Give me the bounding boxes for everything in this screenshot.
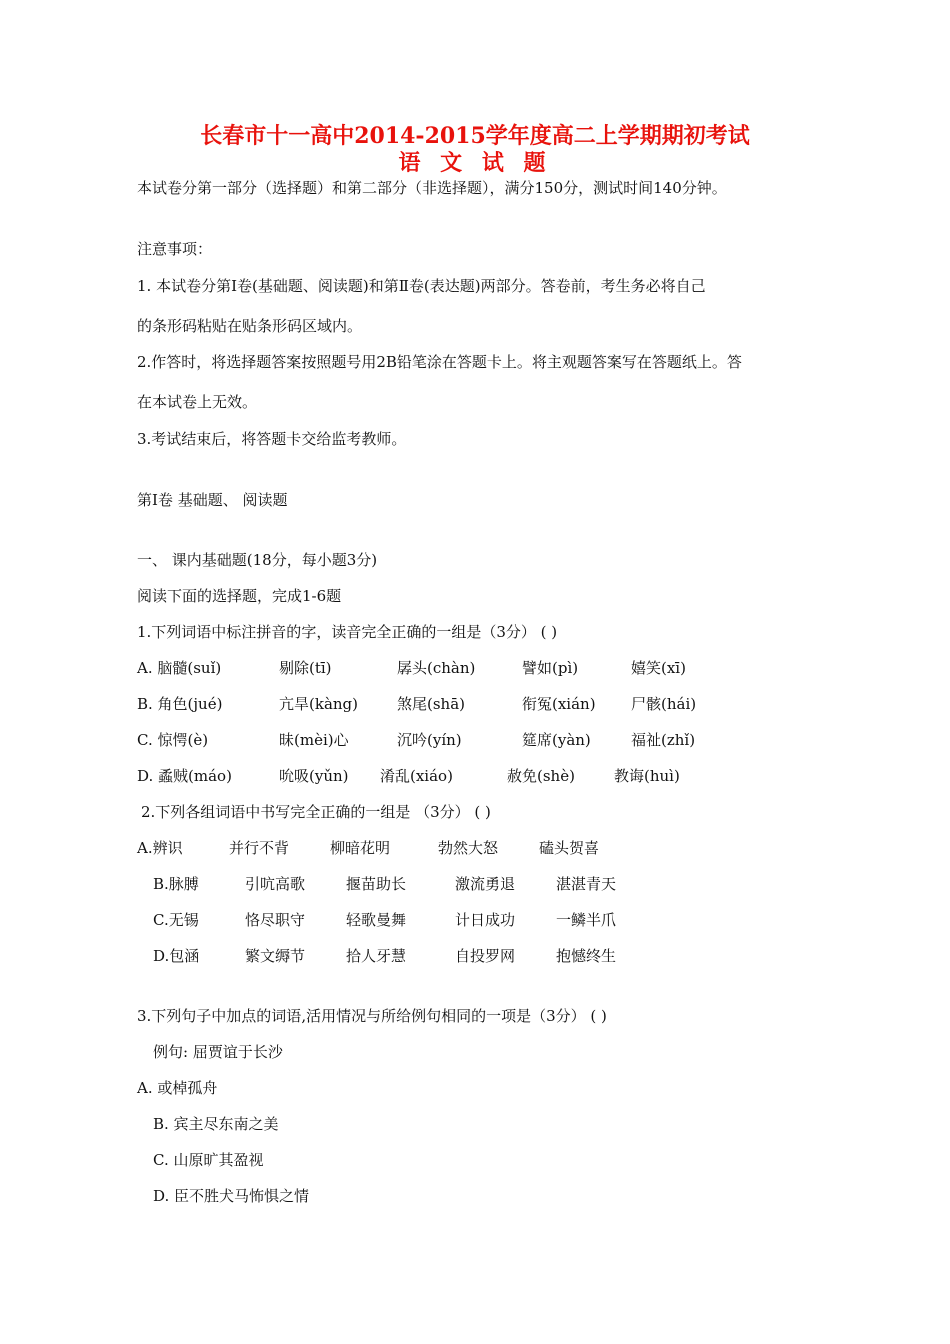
q2-d-word-5: 抱憾终生 (556, 947, 617, 965)
section1-heading: 一、 课内基础题(18分，每小题3分) (137, 551, 378, 569)
q3-option-b: B. 宾主尽东南之美 (153, 1115, 279, 1133)
q1-b-word-3: 煞尾(shā) (397, 695, 466, 713)
q2-d-word-3: 拾人牙慧 (346, 947, 407, 965)
q2-d-word-2: 繁文缛节 (245, 947, 306, 965)
q1-a-word-3: 孱头(chàn) (397, 659, 476, 677)
q2-b-word-3: 揠苗助长 (346, 875, 407, 893)
q1-b-word-2: 亢旱(kàng) (279, 695, 358, 713)
q1-c-word-3: 沉吟(yín) (397, 731, 462, 749)
q1-d-word-4: 赦免(shè) (507, 767, 575, 785)
q2-option-a: A.辨识 (137, 839, 183, 857)
q2-b-word-4: 激流勇退 (455, 875, 516, 893)
q2-option-d: D.包涵 (153, 947, 200, 965)
q2-a-word-3: 柳暗花明 (330, 839, 391, 857)
note-2-line-2: 在本试卷上无效。 (137, 393, 258, 411)
note-2-line-1: 2.作答时，将选择题答案按照题号用2B铅笔涂在答题卡上。将主观题答案写在答题纸上。答 (137, 353, 742, 371)
q1-b-word-5: 尸骸(hái) (631, 695, 697, 713)
q2-option-c: C.无锡 (153, 911, 199, 929)
q1-c-word-2: 昧(mèi)心 (279, 731, 349, 749)
q1-a-word-4: 譬如(pì) (522, 659, 579, 677)
q1-b-word-4: 衔冤(xián) (522, 695, 596, 713)
q2-a-word-4: 勃然大怒 (438, 839, 499, 857)
q3-example: 例句: 屈贾谊于长沙 (153, 1043, 283, 1061)
intro-text: 本试卷分第一部分（选择题）和第二部分（非选择题），满分150分，测试时间140分钟。 (137, 179, 727, 197)
q3-option-d: D. 臣不胜犬马怖惧之情 (153, 1187, 310, 1205)
exam-subtitle: 语 文 试 题 (398, 150, 552, 176)
exam-title: 长春市十一高中2014-2015学年度高二上学期期初考试 (200, 123, 750, 149)
q1-d-word-2: 吮吸(yǔn) (279, 767, 349, 785)
q1-d-word-3: 淆乱(xiáo) (380, 767, 453, 785)
q1-a-word-2: 剔除(tī) (279, 659, 332, 677)
q2-a-word-2: 并行不背 (229, 839, 290, 857)
q2-d-word-4: 自投罗网 (455, 947, 516, 965)
q1-stem: 1.下列词语中标注拼音的字，读音完全正确的一组是（3分） ( ) (137, 623, 558, 641)
q3-stem: 3.下列句子中加点的词语,活用情况与所给例句相同的一项是（3分） ( ) (137, 1007, 607, 1025)
q2-a-word-5: 磕头贺喜 (539, 839, 600, 857)
q2-c-word-2: 恪尽职守 (245, 911, 306, 929)
note-1-line-1: 1. 本试卷分第Ⅰ卷(基础题、阅读题)和第Ⅱ卷(表达题)两部分。答卷前，考生务必将自己 (137, 277, 706, 295)
q2-option-b: B.脉膊 (153, 875, 199, 893)
notes-heading: 注意事项： (137, 240, 213, 258)
q3-option-a: A. 或棹孤舟 (137, 1079, 218, 1097)
q1-option-d: D. 蟊贼(máo) (137, 767, 232, 785)
q2-c-word-4: 计日成功 (455, 911, 516, 929)
q1-c-word-5: 福祉(zhǐ) (631, 731, 696, 749)
q1-d-word-5: 教诲(huì) (614, 767, 680, 785)
q1-a-word-5: 嬉笑(xī) (631, 659, 686, 677)
section1-instruction: 阅读下面的选择题，完成1-6题 (137, 587, 342, 605)
q2-b-word-5: 湛湛青天 (556, 875, 617, 893)
note-1-line-2: 的条形码粘贴在贴条形码区域内。 (137, 317, 363, 335)
q1-option-a: A. 脑髓(suǐ) (137, 659, 222, 677)
part1-heading: 第Ⅰ卷 基础题、 阅读题 (137, 491, 288, 509)
q1-option-b: B. 角色(jué) (137, 695, 223, 713)
q2-stem: 2.下列各组词语中书写完全正确的一组是 （3分） ( ) (141, 803, 491, 821)
q3-option-c: C. 山原旷其盈视 (153, 1151, 264, 1169)
q1-option-c: C. 惊愕(è) (137, 731, 209, 749)
q2-c-word-3: 轻歌曼舞 (346, 911, 407, 929)
q2-b-word-2: 引吭高歌 (245, 875, 306, 893)
q1-c-word-4: 筵席(yàn) (522, 731, 591, 749)
note-3: 3.考试结束后，将答题卡交给监考教师。 (137, 430, 407, 448)
q2-c-word-5: 一鳞半爪 (556, 911, 617, 929)
